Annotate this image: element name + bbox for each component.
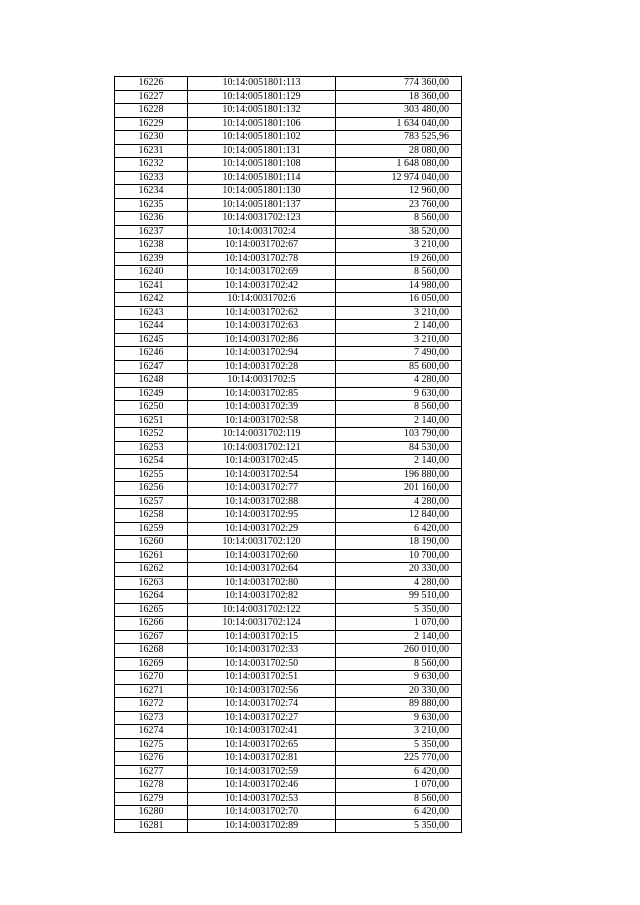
row-number-cell: 16247 [115, 360, 188, 374]
value-cell: 8 560,00 [336, 401, 462, 415]
table-row [115, 563, 462, 577]
row-number-cell: 16250 [115, 401, 188, 415]
table-row [115, 252, 462, 266]
cadastral-number-cell: 10:14:0031702:46 [188, 779, 336, 793]
value-cell: 16 050,00 [336, 293, 462, 307]
value-cell: 783 525,96 [336, 131, 462, 145]
cadastral-number-cell: 10:14:0031702:69 [188, 266, 336, 280]
cadastral-number-cell: 10:14:0031702:63 [188, 320, 336, 334]
cadastral-number-cell: 10:14:0031702:82 [188, 590, 336, 604]
table-row [115, 293, 462, 307]
value-cell: 8 560,00 [336, 657, 462, 671]
value-cell: 2 140,00 [336, 455, 462, 469]
value-cell: 2 140,00 [336, 320, 462, 334]
cadastral-number-cell: 10:14:0031702:88 [188, 495, 336, 509]
row-number-cell: 16232 [115, 158, 188, 172]
cadastral-number-cell: 10:14:0031702:4 [188, 225, 336, 239]
value-cell: 5 350,00 [336, 738, 462, 752]
table-row [115, 158, 462, 172]
table-row [115, 144, 462, 158]
table-row [115, 819, 462, 833]
table-row [115, 657, 462, 671]
row-number-cell: 16244 [115, 320, 188, 334]
row-number-cell: 16233 [115, 171, 188, 185]
row-number-cell: 16278 [115, 779, 188, 793]
row-number-cell: 16245 [115, 333, 188, 347]
value-cell: 20 330,00 [336, 563, 462, 577]
value-cell: 5 350,00 [336, 603, 462, 617]
value-cell: 3 210,00 [336, 239, 462, 253]
row-number-cell: 16243 [115, 306, 188, 320]
value-cell: 8 560,00 [336, 212, 462, 226]
table-row [115, 104, 462, 118]
cadastral-number-cell: 10:14:0031702:45 [188, 455, 336, 469]
cadastral-number-cell: 10:14:0031702:70 [188, 806, 336, 820]
table-row [115, 131, 462, 145]
value-cell: 99 510,00 [336, 590, 462, 604]
value-cell: 6 420,00 [336, 806, 462, 820]
cadastral-number-cell: 10:14:0031702:77 [188, 482, 336, 496]
row-number-cell: 16266 [115, 617, 188, 631]
row-number-cell: 16258 [115, 509, 188, 523]
row-number-cell: 16242 [115, 293, 188, 307]
row-number-cell: 16238 [115, 239, 188, 253]
value-cell: 38 520,00 [336, 225, 462, 239]
cadastral-number-cell: 10:14:0031702:42 [188, 279, 336, 293]
table-row [115, 90, 462, 104]
value-cell: 6 420,00 [336, 522, 462, 536]
row-number-cell: 16268 [115, 644, 188, 658]
cadastral-number-cell: 10:14:0051801:108 [188, 158, 336, 172]
row-number-cell: 16254 [115, 455, 188, 469]
table-row [115, 792, 462, 806]
row-number-cell: 16257 [115, 495, 188, 509]
table-row [115, 522, 462, 536]
cadastral-number-cell: 10:14:0031702:51 [188, 671, 336, 685]
row-number-cell: 16274 [115, 725, 188, 739]
table-row [115, 333, 462, 347]
value-cell: 12 974 040,00 [336, 171, 462, 185]
table-row [115, 549, 462, 563]
table-row [115, 468, 462, 482]
cadastral-number-cell: 10:14:0031702:120 [188, 536, 336, 550]
value-cell: 23 760,00 [336, 198, 462, 212]
table-row [115, 617, 462, 631]
cadastral-number-cell: 10:14:0031702:27 [188, 711, 336, 725]
row-number-cell: 16234 [115, 185, 188, 199]
table-row [115, 117, 462, 131]
table-row [115, 414, 462, 428]
table-row [115, 401, 462, 415]
row-number-cell: 16249 [115, 387, 188, 401]
row-number-cell: 16228 [115, 104, 188, 118]
row-number-cell: 16262 [115, 563, 188, 577]
row-number-cell: 16264 [115, 590, 188, 604]
value-cell: 28 080,00 [336, 144, 462, 158]
row-number-cell: 16227 [115, 90, 188, 104]
table-row [115, 806, 462, 820]
table-row [115, 536, 462, 550]
value-cell: 201 160,00 [336, 482, 462, 496]
table-row [115, 590, 462, 604]
table-row [115, 441, 462, 455]
value-cell: 303 480,00 [336, 104, 462, 118]
cadastral-number-cell: 10:14:0031702:89 [188, 819, 336, 833]
cadastral-number-cell: 10:14:0051801:114 [188, 171, 336, 185]
table-row [115, 279, 462, 293]
value-cell: 225 770,00 [336, 752, 462, 766]
table-row [115, 239, 462, 253]
value-cell: 10 700,00 [336, 549, 462, 563]
cadastral-number-cell: 10:14:0031702:41 [188, 725, 336, 739]
value-cell: 196 880,00 [336, 468, 462, 482]
table-row [115, 374, 462, 388]
row-number-cell: 16230 [115, 131, 188, 145]
row-number-cell: 16273 [115, 711, 188, 725]
value-cell: 20 330,00 [336, 684, 462, 698]
table-row [115, 684, 462, 698]
cadastral-number-cell: 10:14:0031702:122 [188, 603, 336, 617]
table-row [115, 603, 462, 617]
table-row [115, 360, 462, 374]
row-number-cell: 16280 [115, 806, 188, 820]
cadastral-number-cell: 10:14:0051801:130 [188, 185, 336, 199]
cadastral-number-cell: 10:14:0051801:102 [188, 131, 336, 145]
cadastral-number-cell: 10:14:0031702:65 [188, 738, 336, 752]
row-number-cell: 16246 [115, 347, 188, 361]
table-row [115, 185, 462, 199]
cadastral-number-cell: 10:14:0031702:15 [188, 630, 336, 644]
table-row [115, 495, 462, 509]
value-cell: 18 360,00 [336, 90, 462, 104]
table-row [115, 765, 462, 779]
row-number-cell: 16240 [115, 266, 188, 280]
row-number-cell: 16279 [115, 792, 188, 806]
row-number-cell: 16229 [115, 117, 188, 131]
table-row [115, 671, 462, 685]
cadastral-number-cell: 10:14:0031702:29 [188, 522, 336, 536]
table-row [115, 779, 462, 793]
row-number-cell: 16272 [115, 698, 188, 712]
table-row [115, 347, 462, 361]
cadastral-number-cell: 10:14:0031702:86 [188, 333, 336, 347]
row-number-cell: 16275 [115, 738, 188, 752]
row-number-cell: 16281 [115, 819, 188, 833]
value-cell: 2 140,00 [336, 414, 462, 428]
table-row [115, 77, 462, 91]
value-cell: 5 350,00 [336, 819, 462, 833]
row-number-cell: 16265 [115, 603, 188, 617]
table-row [115, 428, 462, 442]
row-number-cell: 16248 [115, 374, 188, 388]
table-row [115, 212, 462, 226]
row-number-cell: 16236 [115, 212, 188, 226]
cadastral-number-cell: 10:14:0051801:129 [188, 90, 336, 104]
value-cell: 2 140,00 [336, 630, 462, 644]
cadastral-number-cell: 10:14:0031702:124 [188, 617, 336, 631]
value-cell: 1 070,00 [336, 617, 462, 631]
row-number-cell: 16251 [115, 414, 188, 428]
value-cell: 4 280,00 [336, 495, 462, 509]
cadastral-number-cell: 10:14:0031702:54 [188, 468, 336, 482]
row-number-cell: 16259 [115, 522, 188, 536]
value-cell: 9 630,00 [336, 387, 462, 401]
row-number-cell: 16267 [115, 630, 188, 644]
value-cell: 8 560,00 [336, 266, 462, 280]
row-number-cell: 16271 [115, 684, 188, 698]
table-row [115, 630, 462, 644]
cadastral-number-cell: 10:14:0031702:123 [188, 212, 336, 226]
value-cell: 1 648 080,00 [336, 158, 462, 172]
value-cell: 6 420,00 [336, 765, 462, 779]
cadastral-number-cell: 10:14:0051801:132 [188, 104, 336, 118]
cadastral-number-cell: 10:14:0031702:119 [188, 428, 336, 442]
value-cell: 9 630,00 [336, 671, 462, 685]
row-number-cell: 16276 [115, 752, 188, 766]
cadastral-number-cell: 10:14:0031702:56 [188, 684, 336, 698]
table-row [115, 711, 462, 725]
row-number-cell: 16260 [115, 536, 188, 550]
value-cell: 12 840,00 [336, 509, 462, 523]
value-cell: 3 210,00 [336, 306, 462, 320]
cadastral-number-cell: 10:14:0031702:58 [188, 414, 336, 428]
cadastral-number-cell: 10:14:0031702:53 [188, 792, 336, 806]
value-cell: 7 490,00 [336, 347, 462, 361]
table-row [115, 698, 462, 712]
row-number-cell: 16235 [115, 198, 188, 212]
row-number-cell: 16261 [115, 549, 188, 563]
cadastral-number-cell: 10:14:0031702:39 [188, 401, 336, 415]
value-cell: 260 010,00 [336, 644, 462, 658]
table-row [115, 225, 462, 239]
value-cell: 103 790,00 [336, 428, 462, 442]
value-cell: 8 560,00 [336, 792, 462, 806]
cadastral-number-cell: 10:14:0051801:137 [188, 198, 336, 212]
table-row [115, 306, 462, 320]
row-number-cell: 16241 [115, 279, 188, 293]
cadastral-number-cell: 10:14:0031702:78 [188, 252, 336, 266]
row-number-cell: 16277 [115, 765, 188, 779]
cadastral-number-cell: 10:14:0031702:80 [188, 576, 336, 590]
cadastral-number-cell: 10:14:0031702:74 [188, 698, 336, 712]
row-number-cell: 16269 [115, 657, 188, 671]
cadastral-number-cell: 10:14:0031702:95 [188, 509, 336, 523]
table-row [115, 171, 462, 185]
cadastral-number-cell: 10:14:0031702:81 [188, 752, 336, 766]
table-row [115, 320, 462, 334]
cadastral-number-cell: 10:14:0031702:62 [188, 306, 336, 320]
value-cell: 3 210,00 [336, 725, 462, 739]
table-row [115, 509, 462, 523]
cadastral-number-cell: 10:14:0031702:64 [188, 563, 336, 577]
cadastral-number-cell: 10:14:0031702:50 [188, 657, 336, 671]
value-cell: 14 980,00 [336, 279, 462, 293]
value-cell: 774 360,00 [336, 77, 462, 91]
value-cell: 85 600,00 [336, 360, 462, 374]
row-number-cell: 16239 [115, 252, 188, 266]
row-number-cell: 16255 [115, 468, 188, 482]
cadastral-number-cell: 10:14:0031702:33 [188, 644, 336, 658]
cadastral-number-cell: 10:14:0051801:113 [188, 77, 336, 91]
table-row [115, 644, 462, 658]
cadastral-number-cell: 10:14:0051801:106 [188, 117, 336, 131]
table-body [115, 77, 462, 833]
row-number-cell: 16231 [115, 144, 188, 158]
cadastral-number-cell: 10:14:0031702:5 [188, 374, 336, 388]
cadastral-number-cell: 10:14:0031702:67 [188, 239, 336, 253]
table-row [115, 266, 462, 280]
row-number-cell: 16270 [115, 671, 188, 685]
value-cell: 84 530,00 [336, 441, 462, 455]
cadastral-number-cell: 10:14:0031702:94 [188, 347, 336, 361]
cadastral-number-cell: 10:14:0031702:60 [188, 549, 336, 563]
value-cell: 18 190,00 [336, 536, 462, 550]
cadastral-number-cell: 10:14:0031702:28 [188, 360, 336, 374]
row-number-cell: 16252 [115, 428, 188, 442]
table-row [115, 455, 462, 469]
table-row [115, 482, 462, 496]
cadastral-number-cell: 10:14:0031702:85 [188, 387, 336, 401]
value-cell: 1 634 040,00 [336, 117, 462, 131]
row-number-cell: 16256 [115, 482, 188, 496]
cadastral-number-cell: 10:14:0031702:6 [188, 293, 336, 307]
table-row [115, 738, 462, 752]
value-cell: 89 880,00 [336, 698, 462, 712]
table-row [115, 576, 462, 590]
value-cell: 1 070,00 [336, 779, 462, 793]
value-cell: 12 960,00 [336, 185, 462, 199]
table-row [115, 725, 462, 739]
cadastral-number-cell: 10:14:0031702:121 [188, 441, 336, 455]
value-cell: 4 280,00 [336, 374, 462, 388]
cadastral-number-cell: 10:14:0051801:131 [188, 144, 336, 158]
value-cell: 4 280,00 [336, 576, 462, 590]
cadastral-value-table [114, 76, 462, 833]
table-row [115, 198, 462, 212]
row-number-cell: 16263 [115, 576, 188, 590]
row-number-cell: 16226 [115, 77, 188, 91]
row-number-cell: 16253 [115, 441, 188, 455]
table-row [115, 387, 462, 401]
table-row [115, 752, 462, 766]
value-cell: 9 630,00 [336, 711, 462, 725]
cadastral-number-cell: 10:14:0031702:59 [188, 765, 336, 779]
value-cell: 3 210,00 [336, 333, 462, 347]
row-number-cell: 16237 [115, 225, 188, 239]
value-cell: 19 260,00 [336, 252, 462, 266]
